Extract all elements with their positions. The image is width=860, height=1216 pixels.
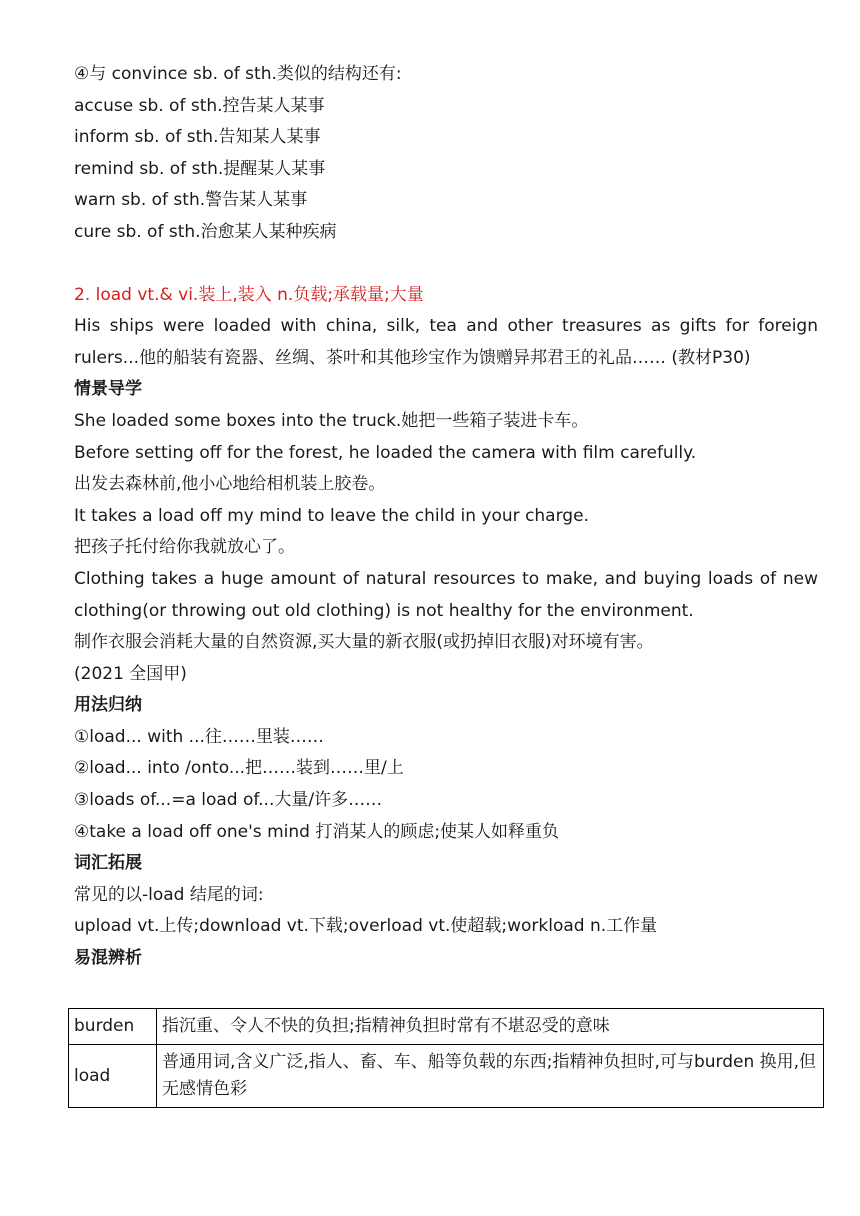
example-translation: 出发去森林前,他小心地给相机装上胶卷。 — [74, 474, 386, 495]
usage-item: ②load... into /onto...把……装到……里/上 — [74, 758, 404, 779]
section-title-usage: 用法归纳 — [74, 695, 142, 716]
example-sentence-long: Clothing takes a huge amount of natural resources to make, and buying loads of new clothing(or throwing out old clothing) is not healthy for the environment. — [74, 568, 818, 621]
description-cell: 普通用词,含义广泛,指人、畜、车、船等负载的东西;指精神负担时,可与burden 换用,但无感情色彩 — [157, 1045, 824, 1108]
document-body — [74, 59, 818, 975]
example-translation: 把孩子托付给你我就放心了。 — [74, 537, 295, 558]
usage-item: ①load... with ...往……里装…… — [74, 726, 324, 747]
example-sentence: She loaded some boxes into the truck.她把一些箱子装进卡车。 — [74, 410, 589, 431]
table-row — [69, 1045, 824, 1108]
vocab-list: upload vt.上传;download vt.下载;overload vt.使超载;workload n.工作量 — [74, 916, 658, 937]
vocab-intro: 常见的以-load 结尾的词: — [74, 884, 264, 905]
description-cell: 指沉重、令人不快的负担;指精神负担时常有不堪忍受的意味 — [157, 1009, 824, 1045]
usage-item: ③loads of...=a load of...大量/许多…… — [74, 790, 383, 811]
structure-item: cure sb. of sth.治愈某人某种疾病 — [74, 221, 337, 242]
comparison-table — [68, 1008, 824, 1108]
term-cell: burden — [69, 1009, 157, 1045]
table-row — [69, 1009, 824, 1045]
structure-item: warn sb. of sth.警告某人某事 — [74, 190, 308, 211]
textbook-example: His ships were loaded with china, silk, tea and other treasures as gifts for foreign rulers...他的船装有瓷器、丝绸、茶叶和其他珍宝作为馈赠异邦君王的礼品…… (教材P30) — [74, 316, 818, 368]
section-title-vocab: 词汇拓展 — [74, 853, 142, 874]
example-sentence: It takes a load off my mind to leave the child in your charge. — [74, 505, 589, 526]
example-sentence: Before setting off for the forest, he loaded the camera with film carefully. — [74, 442, 697, 463]
structure-item: remind sb. of sth.提醒某人某事 — [74, 158, 326, 179]
source-note: (2021 全国甲) — [74, 663, 187, 684]
entry-heading: 2. load vt.& vi.装上,装入 n.负载;承载量;大量 — [74, 284, 424, 305]
structure-intro: ④与 convince sb. of sth.类似的结构还有: — [74, 64, 402, 84]
term-cell: load — [69, 1045, 157, 1108]
section-title-scene: 情景导学 — [74, 379, 142, 400]
structure-item: inform sb. of sth.告知某人某事 — [74, 127, 321, 148]
usage-item: ④take a load off one's mind 打消某人的顾虑;使某人如释重负 — [74, 821, 560, 842]
example-translation: 制作衣服会消耗大量的自然资源,买大量的新衣服(或扔掉旧衣服)对环境有害。 — [74, 632, 654, 653]
structure-item: accuse sb. of sth.控告某人某事 — [74, 95, 325, 116]
section-title-confuse: 易混辨析 — [74, 948, 142, 969]
